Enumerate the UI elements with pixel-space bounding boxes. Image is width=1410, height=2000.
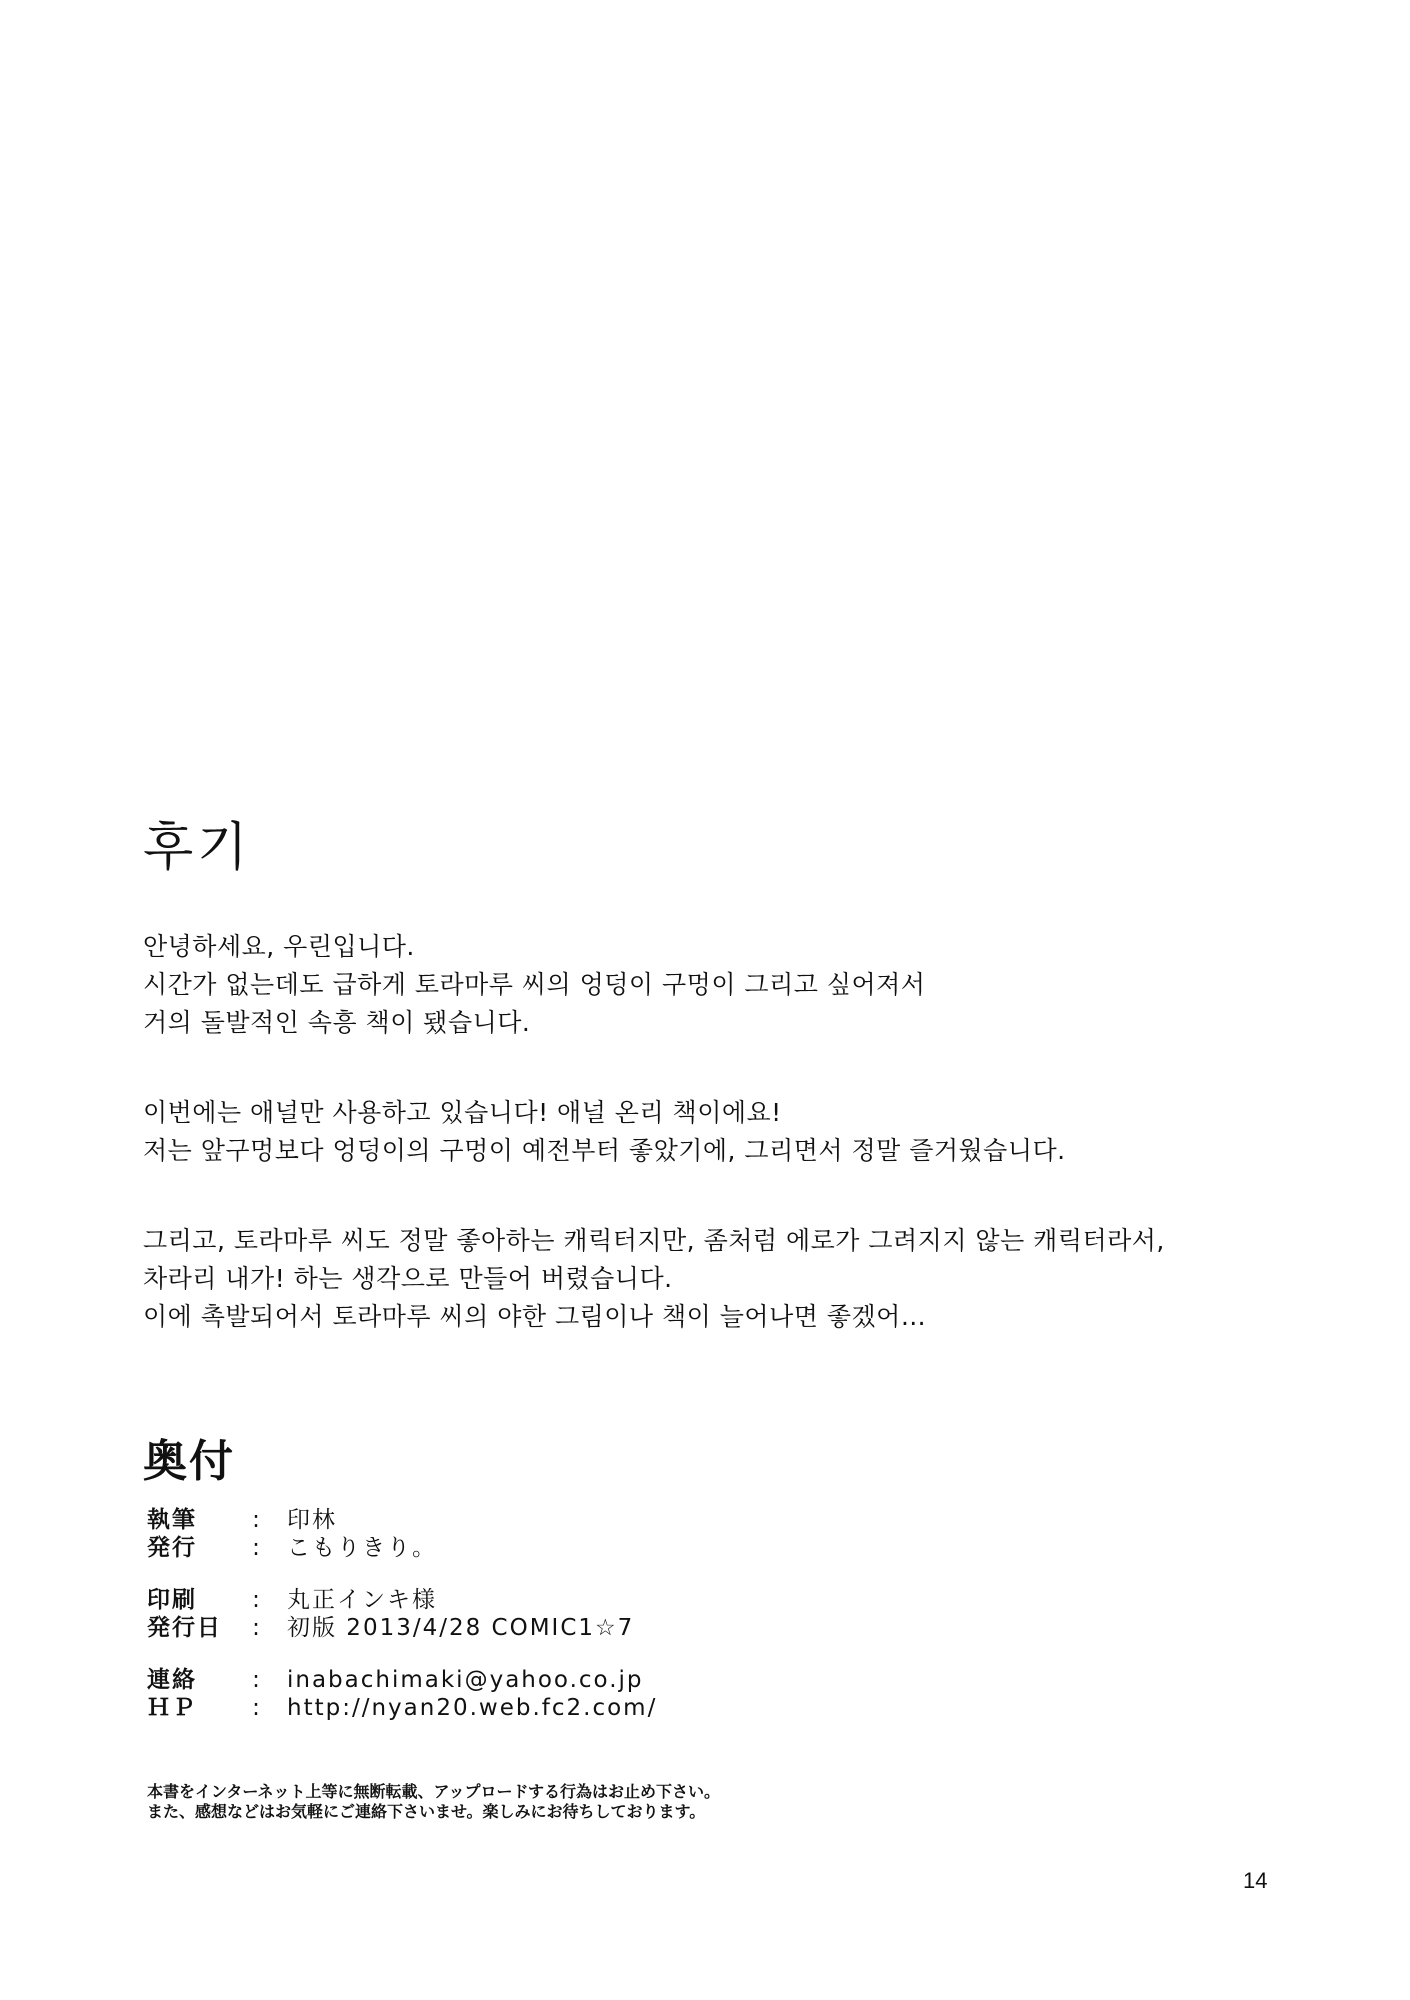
colophon-row-publisher	[147, 1534, 657, 1562]
colophon-row-homepage	[147, 1694, 657, 1722]
afterword-paragraph	[143, 1094, 1293, 1170]
colophon-key: 印刷	[147, 1587, 197, 1613]
colophon-key: 発行日	[147, 1615, 222, 1641]
colophon	[147, 1506, 657, 1746]
afterword-line: 그리고, 토라마루 씨도 정말 좋아하는 캐릭터지만, 좀처럼 에로가 그려지지 않는 캐릭터라서,	[143, 1226, 1165, 1255]
afterword-line: 저는 앞구멍보다 엉덩이의 구멍이 예전부터 좋았기에, 그리면서 정말 즐거웠습니다.	[143, 1136, 1066, 1165]
afterword-line: 안녕하세요, 우린입니다.	[143, 932, 415, 961]
afterword-paragraph	[143, 928, 1293, 1042]
colophon-separator: :	[252, 1695, 260, 1721]
colophon-row-date	[147, 1614, 657, 1642]
colophon-separator: :	[252, 1615, 260, 1641]
colophon-group-contact	[147, 1666, 657, 1722]
colophon-key: 連絡	[147, 1667, 197, 1693]
colophon-group-credits	[147, 1506, 657, 1562]
copyright-notice	[147, 1782, 720, 1822]
colophon-value: http://nyan20.web.fc2.com/	[287, 1695, 658, 1721]
notice-line: また、感想などはお気軽にご連絡下さいませ。楽しみにお待ちしております。	[147, 1802, 706, 1821]
colophon-separator: :	[252, 1535, 260, 1561]
colophon-title: 奥付	[143, 1436, 235, 1487]
colophon-separator: :	[252, 1507, 260, 1533]
afterword-line: 차라리 내가! 하는 생각으로 만들어 버렸습니다.	[143, 1264, 673, 1293]
page-number: 14	[1243, 1868, 1268, 1893]
colophon-value: こもりきり。	[287, 1535, 437, 1561]
afterword-line: 거의 돌발적인 속흥 책이 됐습니다.	[143, 1008, 531, 1037]
afterword-paragraph	[143, 1222, 1293, 1336]
afterword-title: 후기	[143, 818, 252, 878]
colophon-group-printing	[147, 1586, 657, 1642]
afterword-line: 시간가 없는데도 급하게 토라마루 씨의 엉덩이 구멍이 그리고 싶어져서	[143, 970, 926, 999]
colophon-key: ＨＰ	[147, 1695, 197, 1721]
colophon-value: 丸正インキ様	[287, 1587, 437, 1613]
colophon-value: inabachimaki@yahoo.co.jp	[287, 1667, 644, 1693]
afterword-line: 이번에는 애널만 사용하고 있습니다! 애널 온리 책이에요!	[143, 1098, 782, 1127]
colophon-row-email	[147, 1666, 657, 1694]
colophon-row-printer	[147, 1586, 657, 1614]
afterword-line: 이에 촉발되어서 토라마루 씨의 야한 그림이나 책이 늘어나면 좋겠어…	[143, 1302, 927, 1331]
notice-line: 本書をインターネット上等に無断転載、アップロードする行為はお止め下さい。	[147, 1782, 720, 1801]
colophon-value: 印林	[287, 1507, 337, 1533]
colophon-value: 初版 2013/4/28 COMIC1☆7	[287, 1615, 635, 1641]
colophon-key: 執筆	[147, 1507, 197, 1533]
afterword-body	[143, 928, 1293, 1388]
colophon-key: 発行	[147, 1535, 197, 1561]
colophon-row-author	[147, 1506, 657, 1534]
colophon-separator: :	[252, 1587, 260, 1613]
colophon-separator: :	[252, 1667, 260, 1693]
